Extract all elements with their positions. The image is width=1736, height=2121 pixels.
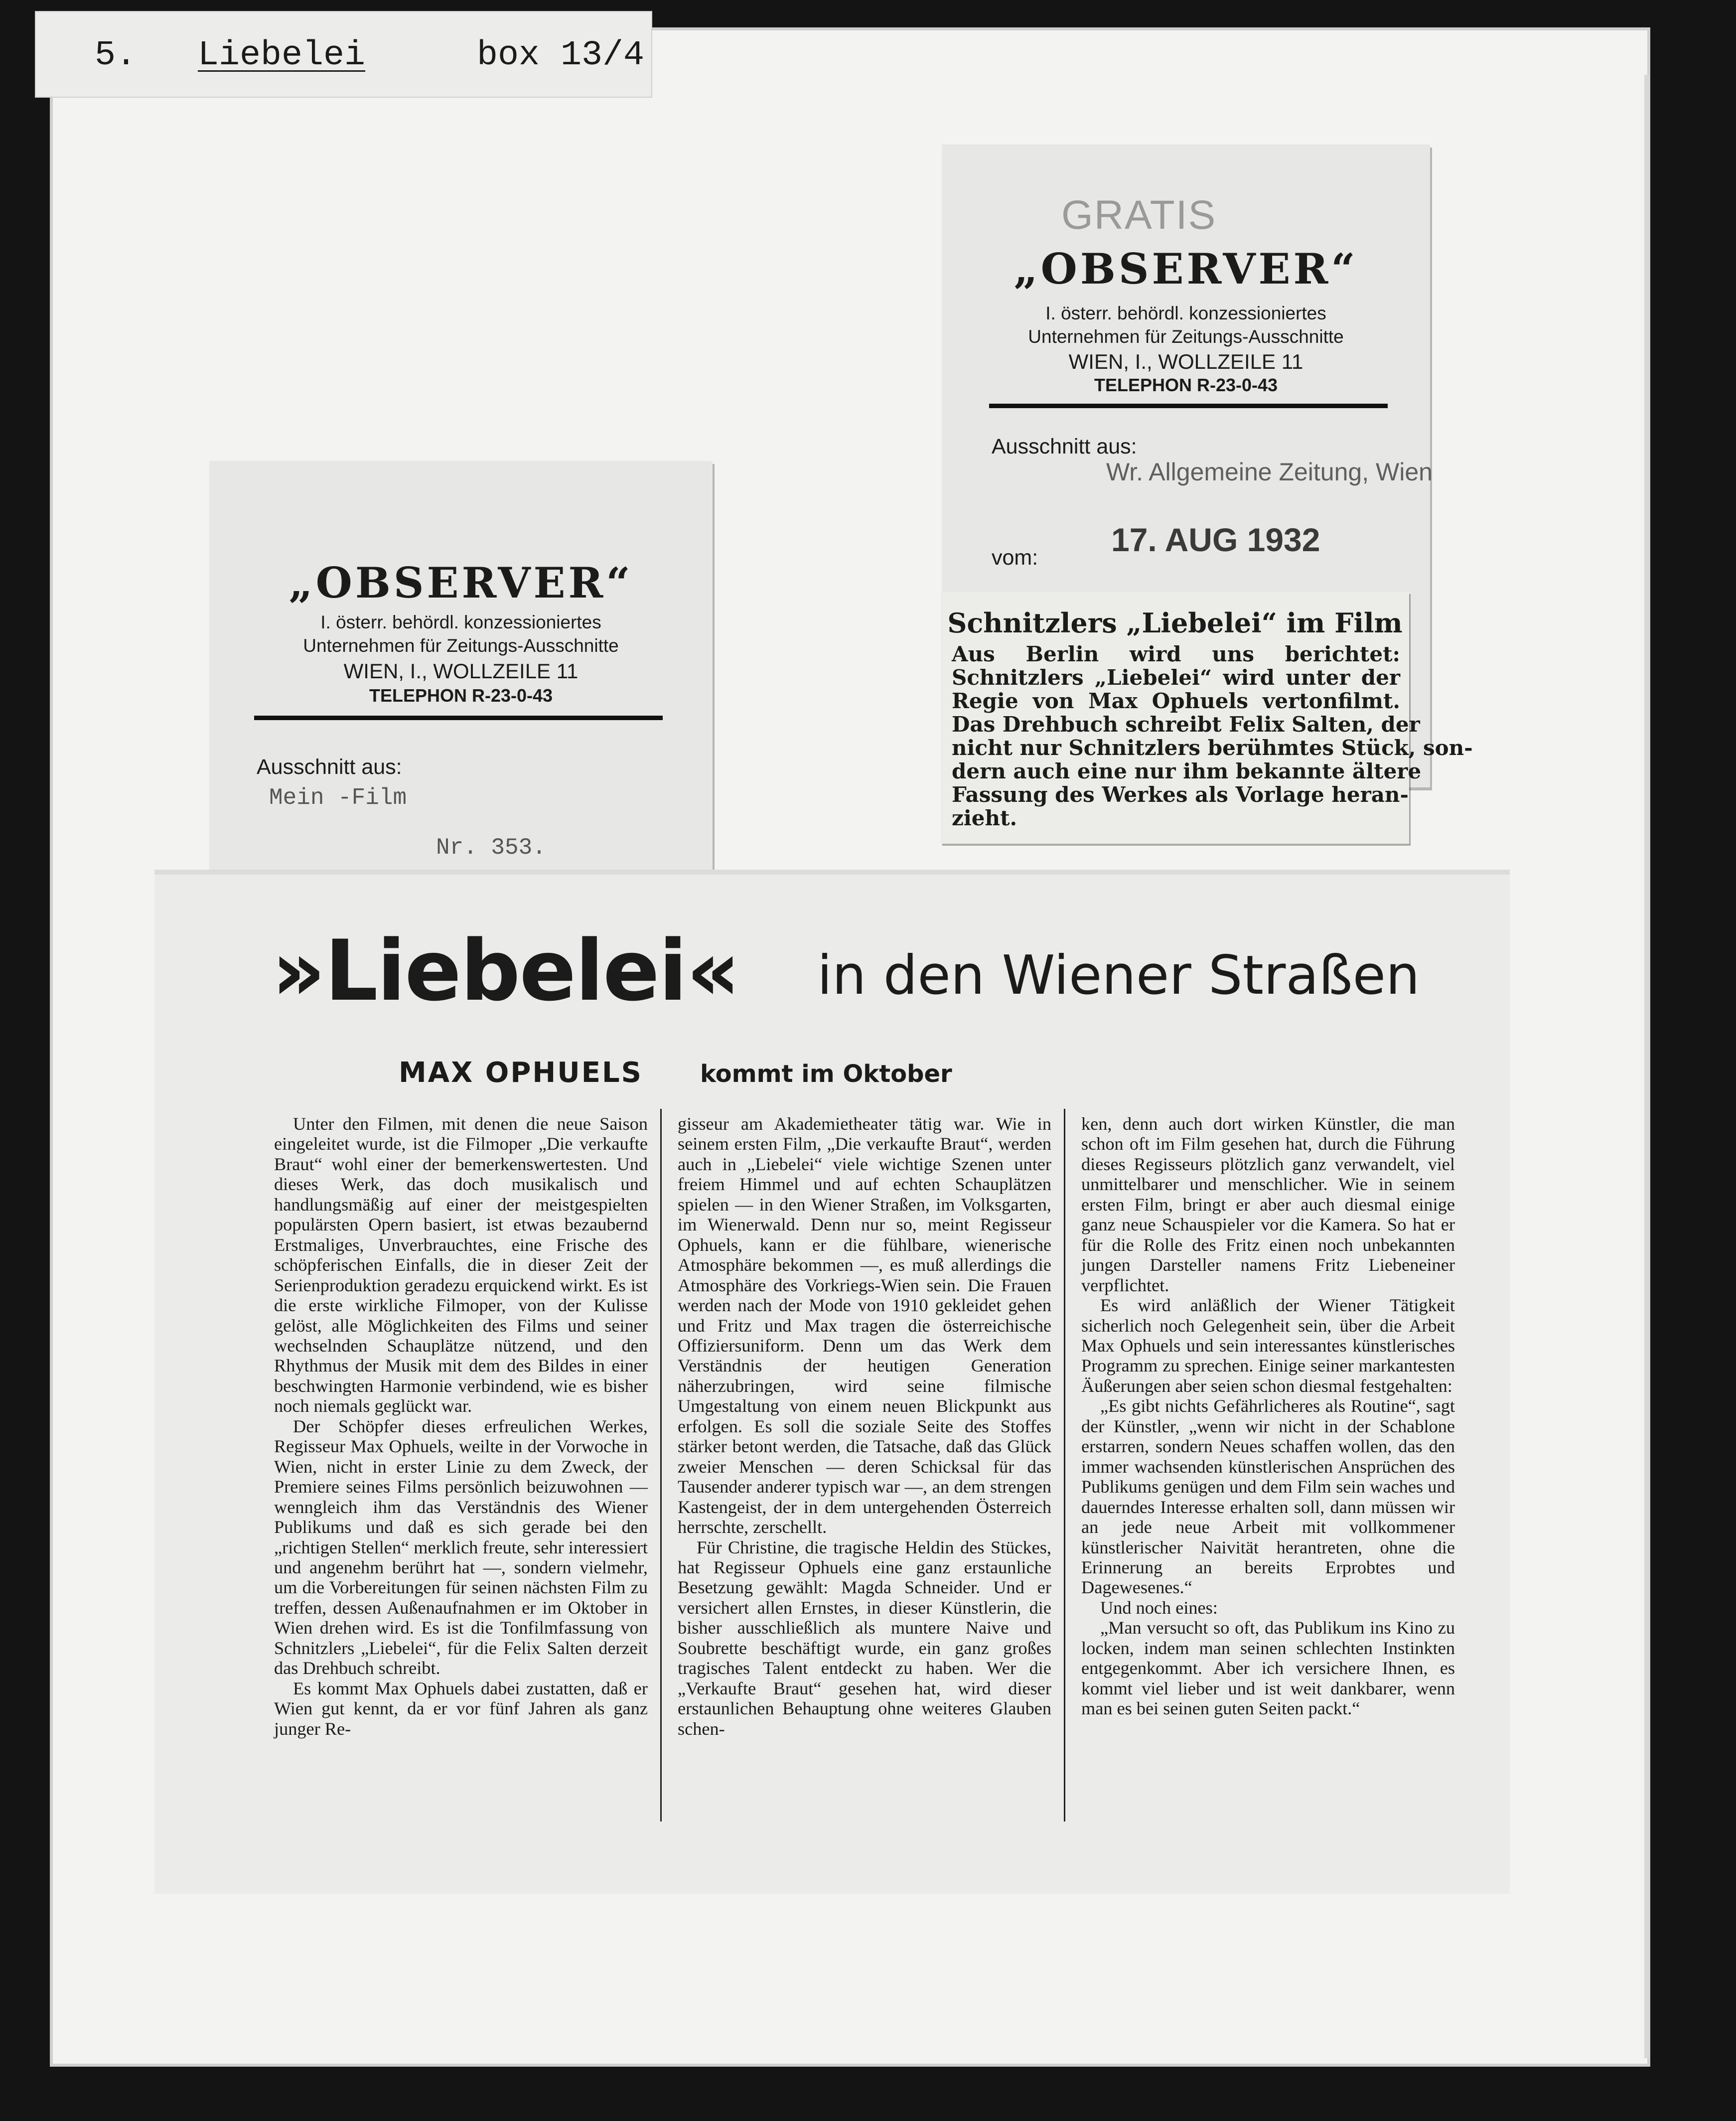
snippet-line: Das Drehbuch schreibt Felix Salten, der: [952, 712, 1420, 737]
observer-telephone: TELEPHON R-23-0-43: [369, 685, 553, 706]
snippet-line: zieht.: [952, 806, 1017, 830]
observer-telephone: TELEPHON R-23-0-43: [1094, 375, 1278, 395]
observer-line1: I. österr. behördl. konzessioniertes: [320, 612, 601, 632]
observer-address: WIEN, I., WOLLZEILE 11: [1068, 350, 1303, 373]
article-paragraph: Der Schöpfer dieses erfreulichen Werkes, Regisseur Max Ophuels, weilte in der Vorwoche in Wien, nicht in erster Linie zu dem Zweck, der Premiere seines Films persönlich beizuwohnen — wenngleich ihm das Verständnis des Wiener Publikums und daß es sich gerade bei den „richtigen Stellen“ merklich freute, sehr interessiert und angenehm berührt hat —, sondern vielmehr, um die Vorbereitungen für seinen nächsten Film zu treffen, dessen Außenaufnahmen er im Oktober in Wien drehen wird. Es ist die Tonfilmfassung von Schnitzlers „Liebelei“, für die Felix Salten derzeit das Drehbuch schreibt.: [274, 1416, 648, 1678]
article-column-2: [678, 1114, 1051, 1739]
article-column-1: [274, 1114, 648, 1739]
snippet-line: Aus Berlin wird uns berichtet:: [952, 642, 1400, 666]
snippet-headline: Schnitzlers „Liebelei“ im Film: [947, 607, 1403, 639]
date-stamp: 17. AUG 1932: [1111, 521, 1320, 558]
observer-rule: [254, 716, 663, 720]
observer-name: „OBSERVER“: [289, 558, 633, 607]
label-box: box 13/4: [477, 36, 645, 75]
observer-address: WIEN, I., WOLLZEILE 11: [343, 659, 579, 683]
article-title-rest: in den Wiener Straßen: [817, 944, 1420, 1007]
article-subtitle-rest: kommt im Oktober: [700, 1060, 952, 1088]
sheet-edge: [1644, 75, 1649, 2058]
vom-label: vom:: [992, 546, 1038, 570]
observer-clipping-left: [209, 461, 713, 895]
snippet-line: Schnitzlers „Liebelei“ wird unter der: [952, 665, 1400, 690]
article-paragraph: „Es gibt nichts Gefährlicheres als Routine“, sagt der Künstler, „wenn wir nicht in der Schablone erstarren, sondern Neues schaffen wollen, das den immer wachsenden künstlerischen Ansprüchen des Publikums genügen und dem Film sein waches und dauerndes Interesse erhalten soll, dann müssen wir an jede neue Arbeit mit vollkommener künstlerischer Naivität herantreten, ohne die Erinnerung an bereits Erprobtes und Dagewesenes.“: [1081, 1396, 1455, 1598]
article-paragraph: Und noch eines:: [1100, 1597, 1218, 1618]
observer-line1: I. österr. behördl. konzessioniertes: [1045, 303, 1326, 323]
article-paragraph: gisseur am Akademietheater tätig war. Wie in seinem ersten Film, „Die verkaufte Braut“, werden auch in „Liebelei“ viele wichtige Szenen unter freiem Himmel und auf echten Schauplätzen spielen — in den Wiener Straßen, im Volksgarten, im Wienerwald. Denn nur so, meint Regisseur Ophuels, kann er die fühlbare, wienerische Atmosphäre bekommen —, es muß allerdings die Atmosphäre des Vorkriegs-Wien sein. Die Frauen werden nach der Mode von 1910 gekleidet gehen und Fritz und Max tragen die österreichische Offiziersuniform. Denn um das Werk dem Verständnis der heutigen Generation näherzubringen, wird seine filmische Umgestaltung von einem neuen Blickpunkt aus erfolgen. Es soll die soziale Seite des Stoffes stärker betont werden, die Tatsache, daß das Glück zweier Menschen — deren Schicksal für das Tausender anderer typisch war —, an dem strengen Kastengeist, der in dem untergehenden Österreich herrschte, zerschellt.: [678, 1114, 1051, 1537]
snippet-line: Fassung des Werkes als Vorlage heran-: [952, 782, 1409, 807]
ausschnitt-label: Ausschnitt aus:: [992, 435, 1137, 458]
observer-line2: Unternehmen für Zeitungs-Ausschnitte: [303, 635, 619, 656]
article-paragraph: Es wird anläßlich der Wiener Tätigkeit sicherlich noch Gelegenheit sein, über die Arbeit Max Ophuels und sein interessantes künstlerisches Programm zu sprechen. Einige seiner markantesten Äußerungen aber seien schon diesmal festgehalten:: [1081, 1295, 1455, 1396]
source-typed: Mein -Film: [269, 785, 407, 811]
observer-rule: [989, 404, 1388, 408]
observer-name: „OBSERVER“: [1013, 244, 1358, 294]
column-rule: [1064, 1109, 1065, 1821]
archive-label: [35, 11, 652, 98]
article-paragraph: Für Christine, die tragische Heldin des Stückes, hat Regisseur Ophuels eine ganz erstaunliche Besetzung gewählt: Magda Schneider. Und er versichert allen Ernstes, in dieser Künstlerin, die bisher ausschließlich als muntere Naive und Soubrette beschäftigt wurde, ein ganz großes tragisches Talent entdeckt zu haben. Wer die „Verkaufte Braut“ gesehen hat, wird dieser erstaunlichen Behauptung ohne weiteres Glauben schen-: [678, 1537, 1051, 1739]
article-title: »Liebelei«: [272, 922, 739, 1020]
issue-typed: Nr. 353.: [436, 835, 546, 861]
article-column-3: [1081, 1114, 1455, 1719]
article-paragraph: ken, denn auch dort wirken Künstler, die man schon oft im Film gesehen hat, durch die Führung dieses Regisseurs plötzlich ganz verwandelt, viel unmittelbarer und menschlicher. Wie in seinem ersten Film, bringt er aber auch diesmal einige ganz neue Schauspieler vor die Kamera. So hat er für die Rolle des Fritz einen noch unbekannten jungen Darsteller namens Fritz Liebeneiner verpflichtet.: [1081, 1114, 1455, 1295]
article-paragraph: „Man versucht so oft, das Publikum ins Kino zu locken, indem man seinen schlechten Instinkten entgegenkommt. Aber ich versichere Ihnen, es kommt viel lieber und ist weit dankbarer, wenn man es bei seinen guten Seiten packt.“: [1081, 1618, 1455, 1719]
label-number: 5.: [95, 36, 137, 75]
gratis-stamp: GRATIS: [1061, 192, 1217, 238]
news-snippet: [941, 592, 1473, 844]
article-paragraph: Es kommt Max Ophuels dabei zustatten, daß er Wien gut kennt, da er vor fünf Jahren als ganz junger Re-: [274, 1678, 648, 1739]
article-subtitle-name: MAX OPHUELS: [399, 1057, 643, 1089]
snippet-line: nicht nur Schnitzlers berühmtes Stück, son-: [952, 736, 1473, 760]
source-stamp: Wr. Allgemeine Zeitung, Wien: [1106, 458, 1433, 486]
snippet-line: Regie von Max Ophuels vertonfilmt.: [952, 689, 1400, 713]
newspaper-article: [154, 875, 1510, 1894]
observer-line2: Unternehmen für Zeitungs-Ausschnitte: [1028, 326, 1344, 347]
ausschnitt-label: Ausschnitt aus:: [257, 755, 402, 779]
column-rule: [660, 1109, 662, 1821]
label-title: Liebelei: [198, 36, 366, 75]
snippet-line: dern auch eine nur ihm bekannte ältere: [952, 759, 1422, 783]
article-paragraph: Unter den Filmen, mit denen die neue Saison eingeleitet wurde, ist die Filmoper „Die verkaufte Braut“ wohl einer der bemerkenswertesten. Und dieses Werk, das doch musikalisch und handlungsmäßig auf einer der meistgespielten populärsten Opern basiert, ist etwas bezaubernd Erstmaliges, Unverbrauchtes, eine Frische des schöpferischen Einfalls, die in dieser Zeit der Serienproduktion geradezu erquickend wirkt. Es ist die erste wirkliche Filmoper, von der Kulisse gelöst, alle Möglichkeiten des Films und seiner wechselnden Schauplätze nützend, und den Rhythmus der Musik mit dem des Bildes in einer beschwingten Harmonie verbindend, wie es bisher noch niemals geglückt war.: [274, 1114, 648, 1416]
